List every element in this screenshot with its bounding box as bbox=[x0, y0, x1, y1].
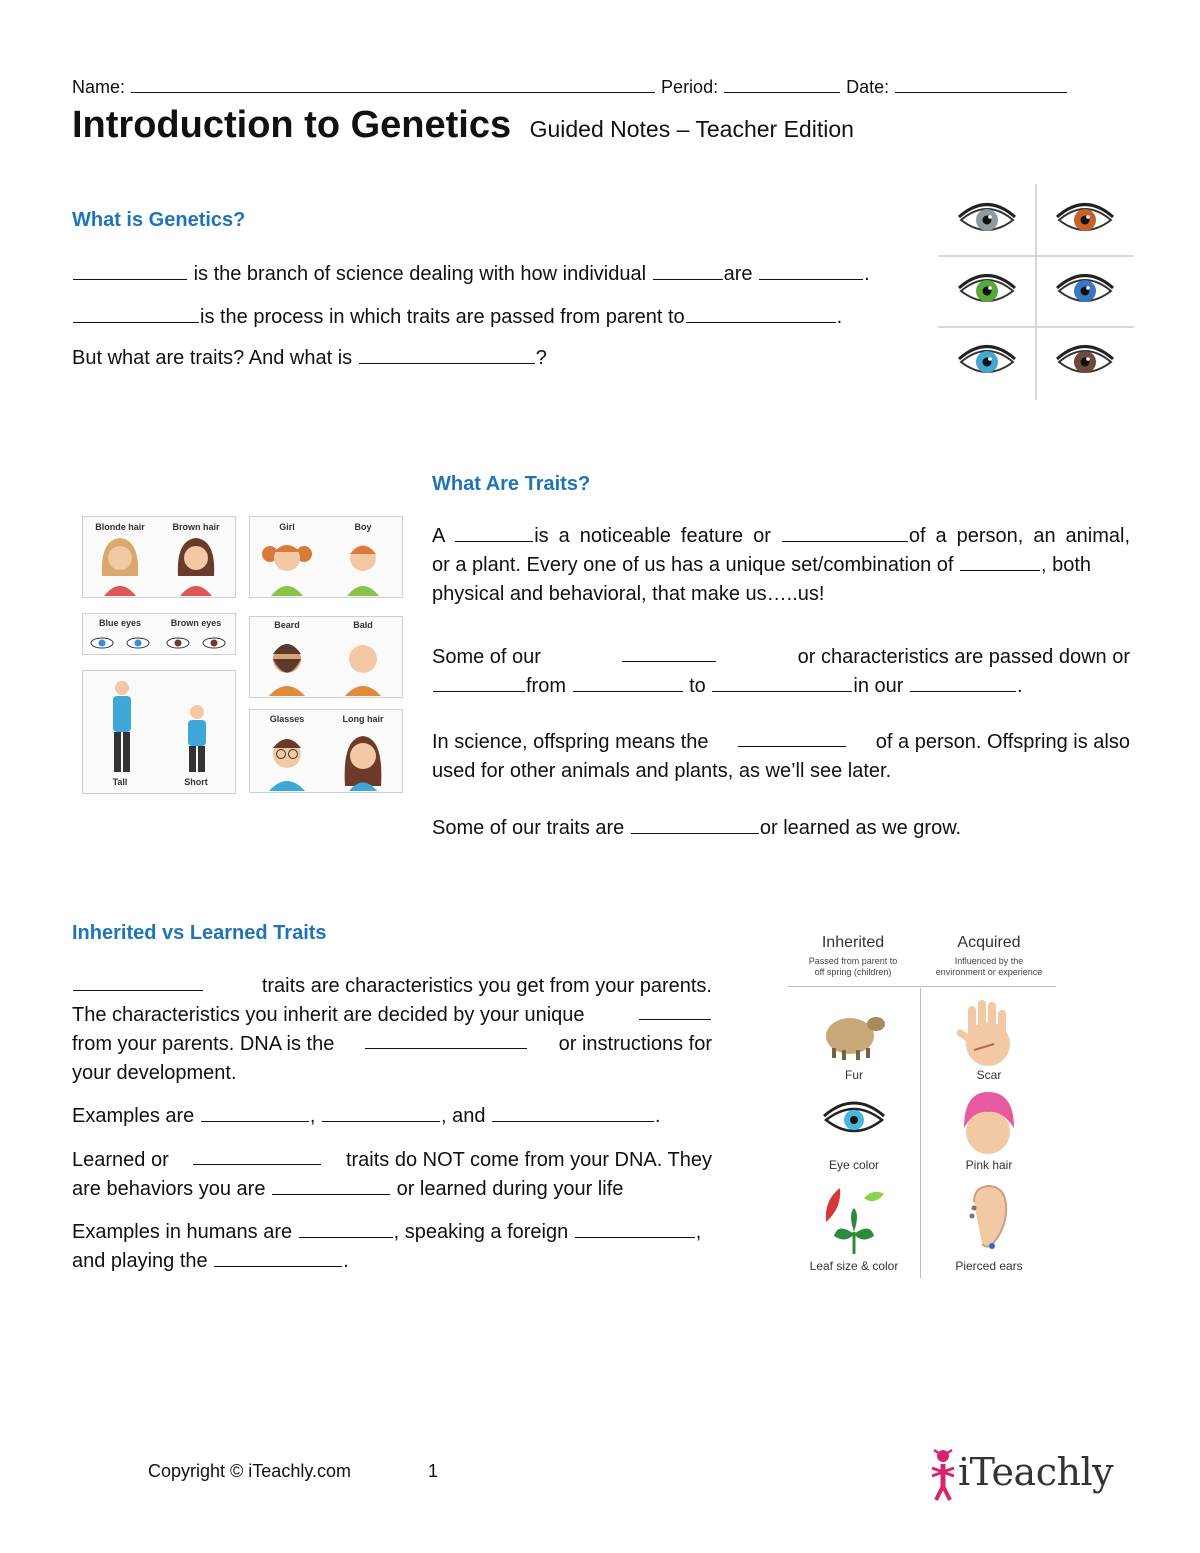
section-heading-genetics: What is Genetics? bbox=[72, 209, 246, 231]
col-acquired-title: Acquired bbox=[957, 934, 1021, 951]
text: traits do NOT come from your DNA. They bbox=[345, 1149, 712, 1171]
blank[interactable] bbox=[193, 1146, 321, 1165]
text: . bbox=[655, 1105, 661, 1127]
period-blank[interactable] bbox=[724, 74, 840, 93]
eye-icon bbox=[959, 347, 1015, 374]
text: But what are traits? And what is bbox=[72, 347, 353, 369]
text: your development. bbox=[72, 1062, 237, 1084]
traits-drawings bbox=[82, 516, 402, 792]
inherited-acquired-figure bbox=[788, 932, 1056, 1280]
blank[interactable] bbox=[686, 304, 836, 323]
copyright: Copyright © iTeachly.com bbox=[148, 1461, 352, 1481]
text: from your parents. DNA is the bbox=[72, 1033, 335, 1055]
blank[interactable] bbox=[960, 552, 1040, 571]
page-number: 1 bbox=[428, 1461, 439, 1481]
figure-label: Eye color bbox=[828, 1158, 880, 1172]
text: are bbox=[723, 263, 753, 285]
traits-illustration bbox=[82, 516, 402, 792]
text: to bbox=[689, 675, 706, 697]
trait-label: Long hair bbox=[342, 714, 384, 724]
eye-icon bbox=[1057, 276, 1113, 303]
date-blank[interactable] bbox=[895, 74, 1067, 93]
text: of a person, an animal, bbox=[908, 525, 1131, 547]
leaf-icon bbox=[826, 1188, 884, 1254]
text: or learned as we grow. bbox=[759, 817, 962, 839]
text: is the branch of science dealing with how individual bbox=[193, 263, 647, 285]
eye-icon bbox=[959, 276, 1015, 303]
blank[interactable] bbox=[359, 345, 535, 364]
trait-label: Bald bbox=[353, 620, 373, 630]
text: . bbox=[343, 1250, 349, 1272]
text: ? bbox=[535, 347, 547, 369]
traits-paragraph-1 bbox=[432, 522, 1130, 609]
eye-icon bbox=[1057, 205, 1113, 232]
blank[interactable] bbox=[653, 261, 723, 280]
text: Some of our traits are bbox=[432, 817, 625, 839]
text: , both bbox=[1041, 554, 1092, 576]
trait-label: Blue eyes bbox=[98, 618, 142, 628]
figure-label: Fur bbox=[845, 1068, 863, 1082]
eye-icon bbox=[824, 1103, 884, 1131]
trait-label: Brown hair bbox=[172, 522, 220, 532]
blank[interactable] bbox=[73, 261, 187, 280]
text: . bbox=[1016, 675, 1023, 697]
blank[interactable] bbox=[73, 304, 199, 323]
blank[interactable] bbox=[322, 1103, 440, 1122]
col-inherited-sub1: Passed from parent to bbox=[808, 956, 898, 966]
iteachly-logo bbox=[926, 1444, 1136, 1504]
figure-label: Leaf size & color bbox=[809, 1259, 899, 1273]
trait-label: Glasses bbox=[269, 714, 305, 724]
text: . bbox=[864, 263, 870, 285]
blank[interactable] bbox=[759, 261, 863, 280]
text: in our bbox=[853, 675, 904, 697]
ear-icon bbox=[970, 1186, 1007, 1249]
trait-label: Blonde hair bbox=[95, 522, 145, 532]
blank[interactable] bbox=[365, 1030, 527, 1049]
page-subtitle: Guided Notes – Teacher Edition bbox=[529, 116, 854, 142]
blank[interactable] bbox=[575, 1219, 695, 1238]
col-acquired-sub2: environment or experience bbox=[935, 967, 1043, 977]
eye-icon bbox=[1057, 347, 1113, 374]
blank[interactable] bbox=[712, 673, 852, 692]
title-row bbox=[72, 104, 854, 147]
blank[interactable] bbox=[492, 1103, 654, 1122]
text: or characteristics are passed down or bbox=[797, 646, 1130, 668]
text: used for other animals and plants, as we’ll see later. bbox=[432, 760, 892, 782]
figure-label: Pink hair bbox=[965, 1158, 1013, 1172]
text: . bbox=[836, 306, 843, 328]
period-label: Period: bbox=[661, 77, 719, 97]
traits-paragraph-3 bbox=[432, 728, 1130, 786]
text: or learned during your life bbox=[396, 1178, 624, 1200]
name-line bbox=[72, 74, 1068, 99]
blank[interactable] bbox=[73, 972, 203, 991]
text: physical and behavioral, that make us…..us! bbox=[432, 583, 825, 605]
col-inherited-sub2: off spring (children) bbox=[814, 967, 892, 977]
col-acquired-sub1: Influenced by the bbox=[954, 956, 1024, 966]
text: , speaking a foreign bbox=[393, 1221, 569, 1243]
trait-label: Boy bbox=[354, 522, 372, 532]
text: traits are characteristics you get from your parents. bbox=[261, 975, 712, 997]
genetics-line-3 bbox=[72, 345, 547, 370]
trait-label: Tall bbox=[112, 777, 128, 787]
learned-paragraph bbox=[72, 1146, 712, 1204]
text: , and bbox=[440, 1105, 486, 1127]
text: In science, offspring means the bbox=[432, 731, 709, 753]
text: A bbox=[432, 525, 445, 547]
learned-examples bbox=[72, 1218, 712, 1276]
genetics-line-2 bbox=[72, 304, 842, 329]
text: The characteristics you inherit are decided by your unique bbox=[72, 1004, 585, 1026]
section-heading-traits: What Are Traits? bbox=[432, 473, 591, 495]
text: is the process in which traits are passed from parent to bbox=[200, 306, 685, 328]
blank[interactable] bbox=[622, 643, 716, 662]
trait-label: Short bbox=[184, 777, 208, 787]
sheep-icon bbox=[826, 1017, 885, 1060]
blank[interactable] bbox=[299, 1219, 393, 1238]
text: Examples in humans are bbox=[72, 1221, 293, 1243]
hand-icon bbox=[955, 1000, 1010, 1066]
page-title: Introduction to Genetics bbox=[72, 104, 512, 146]
blank[interactable] bbox=[573, 673, 683, 692]
logo-figure-icon bbox=[926, 1446, 960, 1504]
text: and playing the bbox=[72, 1250, 208, 1272]
figure-label: Scar bbox=[976, 1068, 1002, 1082]
figure-label: Pierced ears bbox=[955, 1259, 1023, 1273]
inherited-paragraph-1 bbox=[72, 972, 712, 1088]
traits-paragraph-4 bbox=[432, 814, 961, 843]
logo-text: iTeachly bbox=[958, 1450, 1114, 1494]
trait-label: Brown eyes bbox=[170, 618, 222, 628]
traits-paragraph-2 bbox=[432, 643, 1130, 701]
text: , bbox=[695, 1221, 702, 1243]
blank[interactable] bbox=[782, 523, 908, 542]
genetics-line-1 bbox=[72, 261, 870, 286]
text: or a plant. Every one of us has a unique set/combination of bbox=[432, 554, 954, 576]
text: Some of our bbox=[432, 646, 541, 668]
name-blank[interactable] bbox=[131, 74, 655, 93]
text: are behaviors you are bbox=[72, 1178, 266, 1200]
trait-label: Beard bbox=[274, 620, 300, 630]
blank[interactable] bbox=[214, 1248, 342, 1267]
blank[interactable] bbox=[639, 1001, 711, 1020]
text: is a noticeable feature or bbox=[534, 525, 771, 547]
inherited-examples bbox=[72, 1102, 661, 1131]
section-heading-inherited: Inherited vs Learned Traits bbox=[72, 922, 327, 944]
text: Examples are bbox=[72, 1105, 195, 1127]
text: , bbox=[309, 1105, 316, 1127]
pink-hair-icon bbox=[964, 1092, 1014, 1154]
blank[interactable] bbox=[201, 1103, 309, 1122]
text: from bbox=[526, 675, 566, 697]
eye-color-grid bbox=[938, 184, 1134, 400]
eye-icon bbox=[959, 205, 1015, 232]
text: Learned or bbox=[72, 1149, 169, 1171]
date-label: Date: bbox=[846, 77, 890, 97]
trait-label: Girl bbox=[279, 522, 295, 532]
blank[interactable] bbox=[738, 728, 846, 747]
name-label: Name: bbox=[72, 77, 126, 97]
blank[interactable] bbox=[455, 523, 533, 542]
figure-icons bbox=[788, 932, 1056, 1280]
blank[interactable] bbox=[910, 673, 1016, 692]
text: or instructions for bbox=[558, 1033, 712, 1055]
blank[interactable] bbox=[272, 1176, 390, 1195]
col-inherited-title: Inherited bbox=[821, 934, 885, 951]
text: of a person. Offspring is also bbox=[875, 731, 1130, 753]
blank[interactable] bbox=[631, 815, 759, 834]
blank[interactable] bbox=[433, 673, 525, 692]
